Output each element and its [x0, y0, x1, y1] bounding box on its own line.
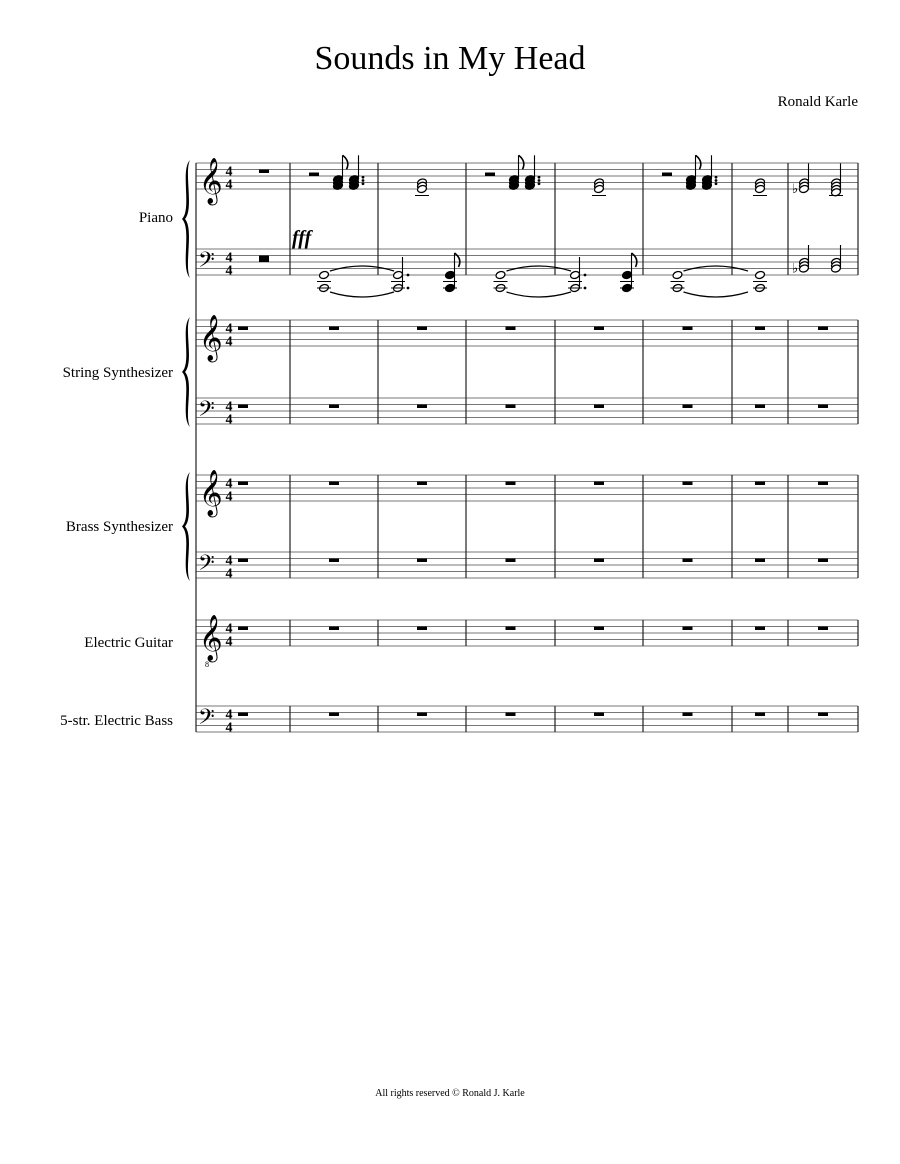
- whole-rest: [594, 327, 604, 331]
- augmentation-dot: [584, 287, 587, 290]
- whole-rest: [417, 482, 427, 486]
- time-sig-numerator: 4: [225, 476, 233, 492]
- notehead-open: [672, 270, 683, 279]
- treble-clef: 𝄞: [199, 315, 223, 361]
- bass-clef: 𝄢: [198, 551, 215, 581]
- instrument-label-electric-bass: 5-str. Electric Bass: [60, 713, 173, 729]
- whole-rest: [506, 713, 516, 717]
- bass-clef: 𝄢: [198, 248, 215, 278]
- augmentation-dot: [362, 182, 365, 185]
- flat-sign: ♭: [792, 261, 799, 277]
- whole-rest: [238, 627, 248, 631]
- whole-rest: [329, 627, 339, 631]
- treble-clef: 𝄞: [199, 615, 223, 661]
- bass-clef: 𝄢: [198, 705, 215, 735]
- whole-rest: [238, 482, 248, 486]
- augmentation-dot: [407, 287, 410, 290]
- whole-rest: [238, 559, 248, 563]
- whole-rest: [683, 482, 693, 486]
- time-sig-numerator: 4: [225, 553, 233, 569]
- treble-clef: 𝄞: [199, 470, 223, 516]
- whole-rest: [329, 559, 339, 563]
- whole-rest: [683, 627, 693, 631]
- whole-rest: [238, 713, 248, 717]
- brace: [182, 160, 190, 278]
- notehead-open: [319, 270, 330, 279]
- whole-rest: [818, 482, 828, 486]
- whole-rest: [506, 627, 516, 631]
- time-sig-denominator: 4: [225, 634, 233, 650]
- instrument-label-electric-guitar: Electric Guitar: [84, 635, 173, 651]
- notehead-open: [495, 270, 506, 279]
- treble-clef: 𝄞: [199, 158, 223, 204]
- whole-rest: [818, 405, 828, 409]
- whole-rest: [683, 405, 693, 409]
- whole-rest: [329, 482, 339, 486]
- augmentation-dot: [407, 274, 410, 277]
- whole-rest: [417, 713, 427, 717]
- augmentation-dot: [362, 176, 365, 179]
- whole-rest: [755, 405, 765, 409]
- instrument-label-brass-synth: Brass Synthesizer: [65, 519, 173, 535]
- time-sig-denominator: 4: [225, 177, 233, 193]
- whole-rest: [238, 405, 248, 409]
- whole-rest: [417, 327, 427, 331]
- whole-rest: [818, 713, 828, 717]
- tie: [507, 292, 572, 297]
- brace: [182, 317, 190, 427]
- piano-notes: [317, 155, 843, 297]
- notehead-open: [393, 270, 404, 279]
- whole-rest: [238, 327, 248, 331]
- time-sig-denominator: 4: [225, 566, 233, 582]
- whole-rest: [417, 559, 427, 563]
- half-rest: [662, 173, 672, 177]
- time-sig-numerator: 4: [225, 399, 233, 415]
- staff-braces: [182, 160, 190, 581]
- time-sig-denominator: 4: [225, 720, 233, 736]
- augmentation-dot: [715, 176, 718, 179]
- time-sig-numerator: 4: [225, 707, 233, 723]
- time-sig-numerator: 4: [225, 621, 233, 637]
- half-rest: [259, 259, 269, 263]
- whole-rest: [506, 559, 516, 563]
- whole-rest: [818, 627, 828, 631]
- time-sig-denominator: 4: [225, 412, 233, 428]
- whole-rest: [683, 713, 693, 717]
- half-rest: [485, 173, 495, 177]
- flat-sign: ♭: [792, 182, 799, 197]
- note-flag: [696, 155, 701, 169]
- whole-rest: [594, 713, 604, 717]
- whole-rest: [755, 482, 765, 486]
- tie: [684, 292, 749, 297]
- whole-rest: [755, 713, 765, 717]
- note-flag: [519, 155, 524, 169]
- augmentation-dot: [362, 179, 365, 182]
- whole-rest: [506, 405, 516, 409]
- instrument-label-piano: Piano: [138, 210, 173, 226]
- whole-rest: [818, 327, 828, 331]
- time-sig-numerator: 4: [225, 164, 233, 180]
- score-title: Sounds in My Head: [314, 40, 586, 77]
- time-sig-denominator: 4: [225, 263, 233, 279]
- augmentation-dot: [538, 176, 541, 179]
- whole-rest: [329, 327, 339, 331]
- augmentation-dot: [538, 182, 541, 185]
- time-sig-numerator: 4: [225, 250, 233, 266]
- whole-rest: [329, 713, 339, 717]
- whole-rest: [755, 559, 765, 563]
- augmentation-dot: [715, 179, 718, 182]
- notehead-filled: [445, 270, 456, 279]
- whole-rest: [755, 327, 765, 331]
- whole-rest: [259, 170, 269, 174]
- notehead-open: [570, 270, 581, 279]
- whole-rest: [594, 559, 604, 563]
- time-sig-numerator: 4: [225, 321, 233, 337]
- time-sig-denominator: 4: [225, 489, 233, 505]
- whole-rest: [818, 559, 828, 563]
- composer-name: Ronald Karle: [777, 94, 858, 110]
- whole-rest: [417, 405, 427, 409]
- whole-rest: [683, 559, 693, 563]
- copyright-footer: All rights reserved © Ronald J. Karle: [375, 1088, 525, 1099]
- bass-clef: 𝄢: [198, 397, 215, 427]
- augmentation-dot: [715, 182, 718, 185]
- whole-rest: [506, 482, 516, 486]
- whole-rest: [506, 327, 516, 331]
- whole-rest: [594, 405, 604, 409]
- clef-octave-8: 8: [205, 660, 209, 669]
- rests: [238, 170, 828, 717]
- augmentation-dot: [538, 179, 541, 182]
- augmentation-dot: [584, 274, 587, 277]
- clefs: [198, 158, 223, 735]
- half-rest: [309, 173, 319, 177]
- tie: [330, 292, 394, 297]
- whole-rest: [683, 327, 693, 331]
- whole-rest: [594, 627, 604, 631]
- whole-rest: [417, 627, 427, 631]
- dynamic-marking: fff: [292, 227, 312, 249]
- notehead-open: [755, 270, 766, 279]
- note-flag: [343, 155, 348, 169]
- whole-rest: [259, 256, 269, 260]
- instrument-label-string-synth: String Synthesizer: [62, 365, 173, 381]
- notehead-filled: [622, 270, 633, 279]
- whole-rest: [329, 405, 339, 409]
- whole-rest: [594, 482, 604, 486]
- brace: [182, 472, 190, 581]
- whole-rest: [755, 627, 765, 631]
- time-signatures: [226, 165, 233, 736]
- time-sig-denominator: 4: [225, 334, 233, 350]
